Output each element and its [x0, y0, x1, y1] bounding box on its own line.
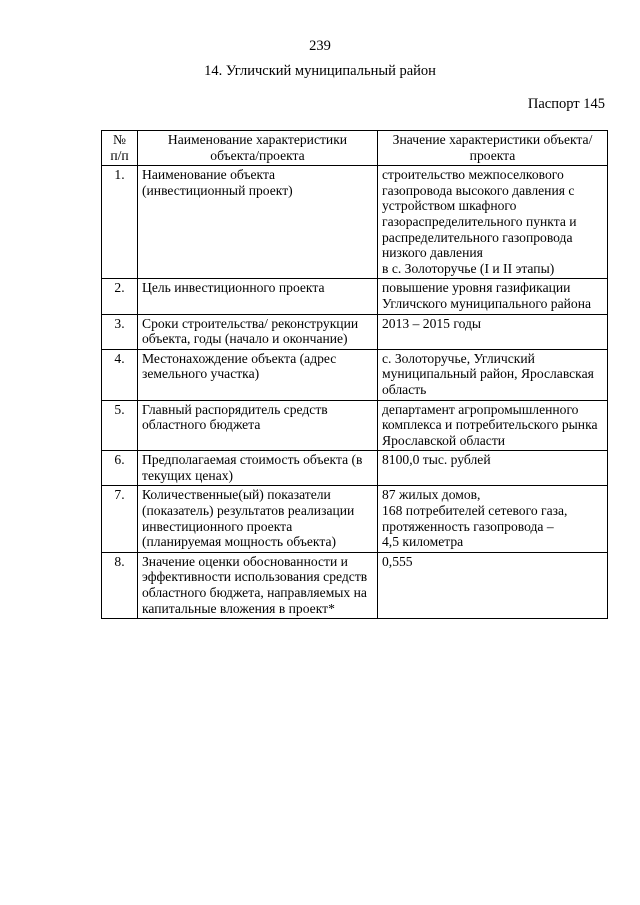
row-characteristic-name: Местонахождение объекта (адрес земельного участка): [138, 349, 378, 400]
value-line: 87 жилых домов,: [382, 487, 481, 503]
value-line: 8100,0 тыс. рублей: [382, 452, 491, 468]
row-characteristic-value: [378, 279, 608, 314]
value-line: 0,555: [382, 553, 413, 569]
row-number: 4.: [102, 349, 138, 400]
value-line: строительство межпоселкового газопровода высокого давления с устройством шкафного газораспределительного пункта и распределительного газопровода низкого давления: [382, 167, 577, 261]
page-title: 14. Угличский муниципальный район: [204, 63, 436, 79]
value-line: 168 потребителей сетевого газа, протяженность газопровода –: [382, 503, 568, 534]
table-body: [102, 166, 608, 619]
value-line: в с. Золоторучье (I и II этапы): [382, 260, 555, 276]
row-characteristic-value: [378, 486, 608, 552]
row-characteristic-name: Цель инвестиционного проекта: [138, 279, 378, 314]
row-characteristic-value: [378, 451, 608, 486]
table-row: [102, 349, 608, 400]
row-number: 7.: [102, 486, 138, 552]
value-line: с. Золоторучье, Угличский муниципальный район, Ярославская область: [382, 350, 594, 397]
row-characteristic-value: [378, 349, 608, 400]
row-characteristic-value: [378, 400, 608, 451]
table-row: [102, 486, 608, 552]
row-number: 8.: [102, 552, 138, 618]
row-characteristic-name: Значение оценки обоснованности и эффективности использования средств областного бюджета, направляемых на капитальные вложения в проект*: [138, 552, 378, 618]
row-number: 6.: [102, 451, 138, 486]
header-row: [102, 131, 608, 166]
value-line: 4,5 километра: [382, 534, 464, 550]
page-number: 239: [309, 38, 331, 54]
passport-label: Паспорт 145: [527, 96, 605, 112]
row-characteristic-value: [378, 166, 608, 279]
table-row: [102, 552, 608, 618]
row-characteristic-name: Наименование объекта (инвестиционный проект): [138, 166, 378, 279]
row-characteristic-value: [378, 314, 608, 349]
row-number: 3.: [102, 314, 138, 349]
row-characteristic-name: Главный распорядитель средств областного бюджета: [138, 400, 378, 451]
row-number: 1.: [102, 166, 138, 279]
passport-table: [101, 130, 608, 619]
row-characteristic-value: [378, 552, 608, 618]
value-line: департамент агропромышленного комплекса и потребительского рынка Ярославской области: [382, 401, 598, 448]
table-row: [102, 400, 608, 451]
value-line: повышение уровня газификации Угличского муниципального района: [382, 280, 592, 311]
table-row: [102, 451, 608, 486]
header-value: Значение характеристики объекта/проекта: [378, 131, 608, 166]
header-num: № п/п: [102, 131, 138, 166]
row-number: 2.: [102, 279, 138, 314]
value-line: 2013 – 2015 годы: [382, 315, 482, 331]
row-characteristic-name: Сроки строительства/ реконструкции объекта, годы (начало и окончание): [138, 314, 378, 349]
row-characteristic-name: Предполагаемая стоимость объекта (в текущих ценах): [138, 451, 378, 486]
row-number: 5.: [102, 400, 138, 451]
table-row: [102, 279, 608, 314]
table-row: [102, 314, 608, 349]
table-row: [102, 166, 608, 279]
row-characteristic-name: Количественные(ый) показатели (показатель) результатов реализации инвестиционного проекта (планируемая мощность объекта): [138, 486, 378, 552]
header-name: Наименование характеристики объекта/проекта: [138, 131, 378, 166]
